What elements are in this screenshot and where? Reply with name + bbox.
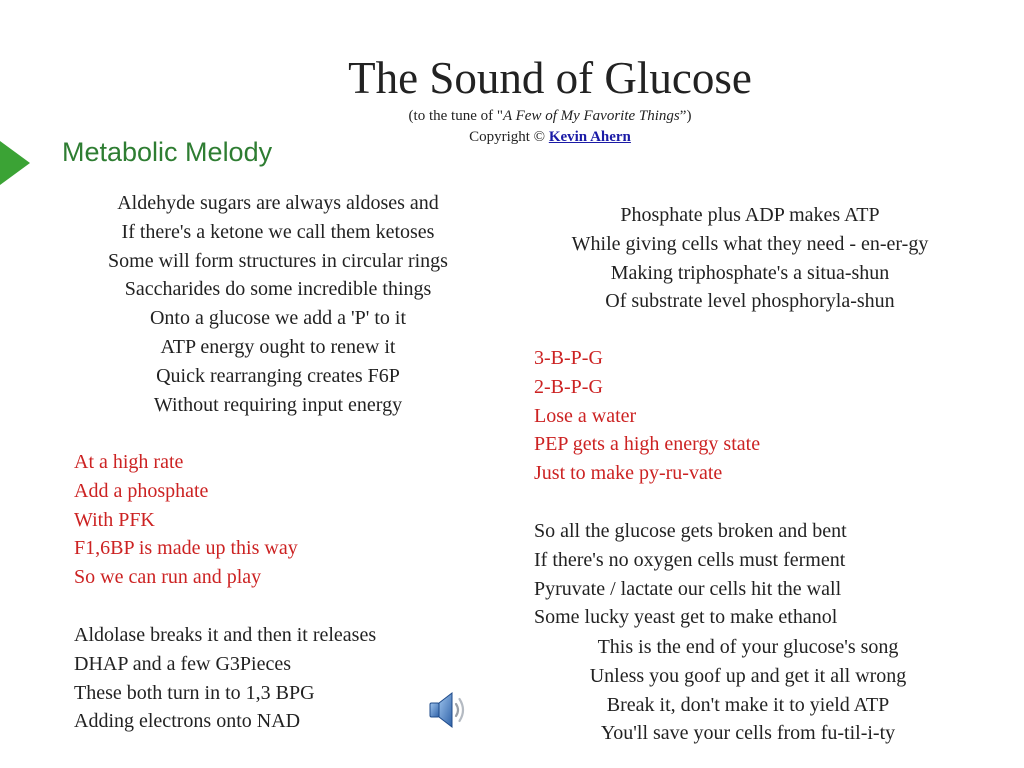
lyric-line: This is the end of your glucose's song (597, 636, 899, 658)
lyric-line: Quick rearranging creates F6P (156, 364, 400, 387)
lyric-line: Saccharides do some incredible things (124, 278, 432, 301)
lyric-line: So we can run and play (74, 566, 262, 589)
lyric-line: Aldolase breaks it and then it releases (74, 624, 377, 646)
tune-line (360, 106, 740, 127)
stanza-4 (530, 201, 970, 316)
lyric-line: F1,6BP is made up this way (74, 537, 298, 560)
lyric-line: While giving cells what they need - en-er-gy (571, 232, 929, 255)
copyright-text: Copyright © (469, 129, 546, 145)
lyric-line: Of substrate level phosphoryla-shun (605, 290, 895, 313)
lyric-line: Lose a water (534, 404, 637, 427)
lyric-line: ATP energy ought to renew it (160, 335, 396, 358)
lyric-line: If there's a ketone we call them ketoses (121, 220, 435, 243)
lyric-line: PEP gets a high energy state (534, 433, 761, 456)
lyric-line: DHAP and a few G3Pieces (74, 652, 291, 675)
lyric-line: You'll save your cells from fu-til-i-ty (600, 722, 896, 745)
lyric-line: Aldehyde sugars are always aldoses and (117, 192, 439, 214)
author-link[interactable]: Kevin Ahern (548, 129, 631, 145)
section-label: Metabolic Melody (62, 137, 273, 167)
tune-name: A Few of My Favorite Things (502, 108, 680, 124)
stanza-6-part-b (548, 633, 948, 748)
lyric-line: These both turn in to 1,3 BPG (74, 681, 315, 704)
lyric-line: Phosphate plus ADP makes ATP (620, 204, 880, 226)
copyright-line (360, 127, 740, 148)
page-title: The Sound of Glucose (348, 53, 752, 103)
lyric-line: So all the glucose gets broken and bent (534, 520, 847, 542)
lyric-line: Pyruvate / lactate our cells hit the wall (534, 577, 842, 600)
lyric-line: Unless you goof up and get it all wrong (589, 664, 907, 687)
speaker-icon[interactable] (425, 688, 469, 732)
subtitle (360, 106, 740, 148)
tune-prefix: (to the tune of " (408, 108, 503, 124)
lyric-line: With PFK (74, 508, 155, 531)
lyric-line: 3-B-P-G (534, 347, 603, 369)
lyric-line: Just to make py-ru-vate (534, 462, 723, 485)
triangle-arrow-icon (0, 141, 30, 185)
lyric-line: Some will form structures in circular rings (108, 249, 448, 272)
lyric-line: Adding electrons onto NAD (74, 710, 301, 733)
lyric-line: Without requiring input energy (153, 393, 403, 416)
stanza-5-chorus (534, 344, 760, 488)
lyric-line: Break it, don't make it to yield ATP (606, 693, 890, 716)
stanza-3 (74, 621, 376, 736)
stanza-6-part-a (534, 517, 847, 632)
stanza-1 (66, 189, 490, 419)
tune-suffix: ”) (679, 108, 692, 124)
lyric-line: Making triphosphate's a situa-shun (610, 261, 890, 284)
lyric-line: If there's no oxygen cells must ferment (534, 548, 846, 571)
lyric-line: Add a phosphate (74, 479, 209, 502)
lyric-line: At a high rate (74, 451, 184, 473)
stanza-2-chorus (74, 448, 298, 592)
lyric-line: Some lucky yeast get to make ethanol (534, 606, 838, 629)
lyric-line: Onto a glucose we add a 'P' to it (149, 307, 407, 330)
lyric-line: 2-B-P-G (534, 375, 603, 398)
